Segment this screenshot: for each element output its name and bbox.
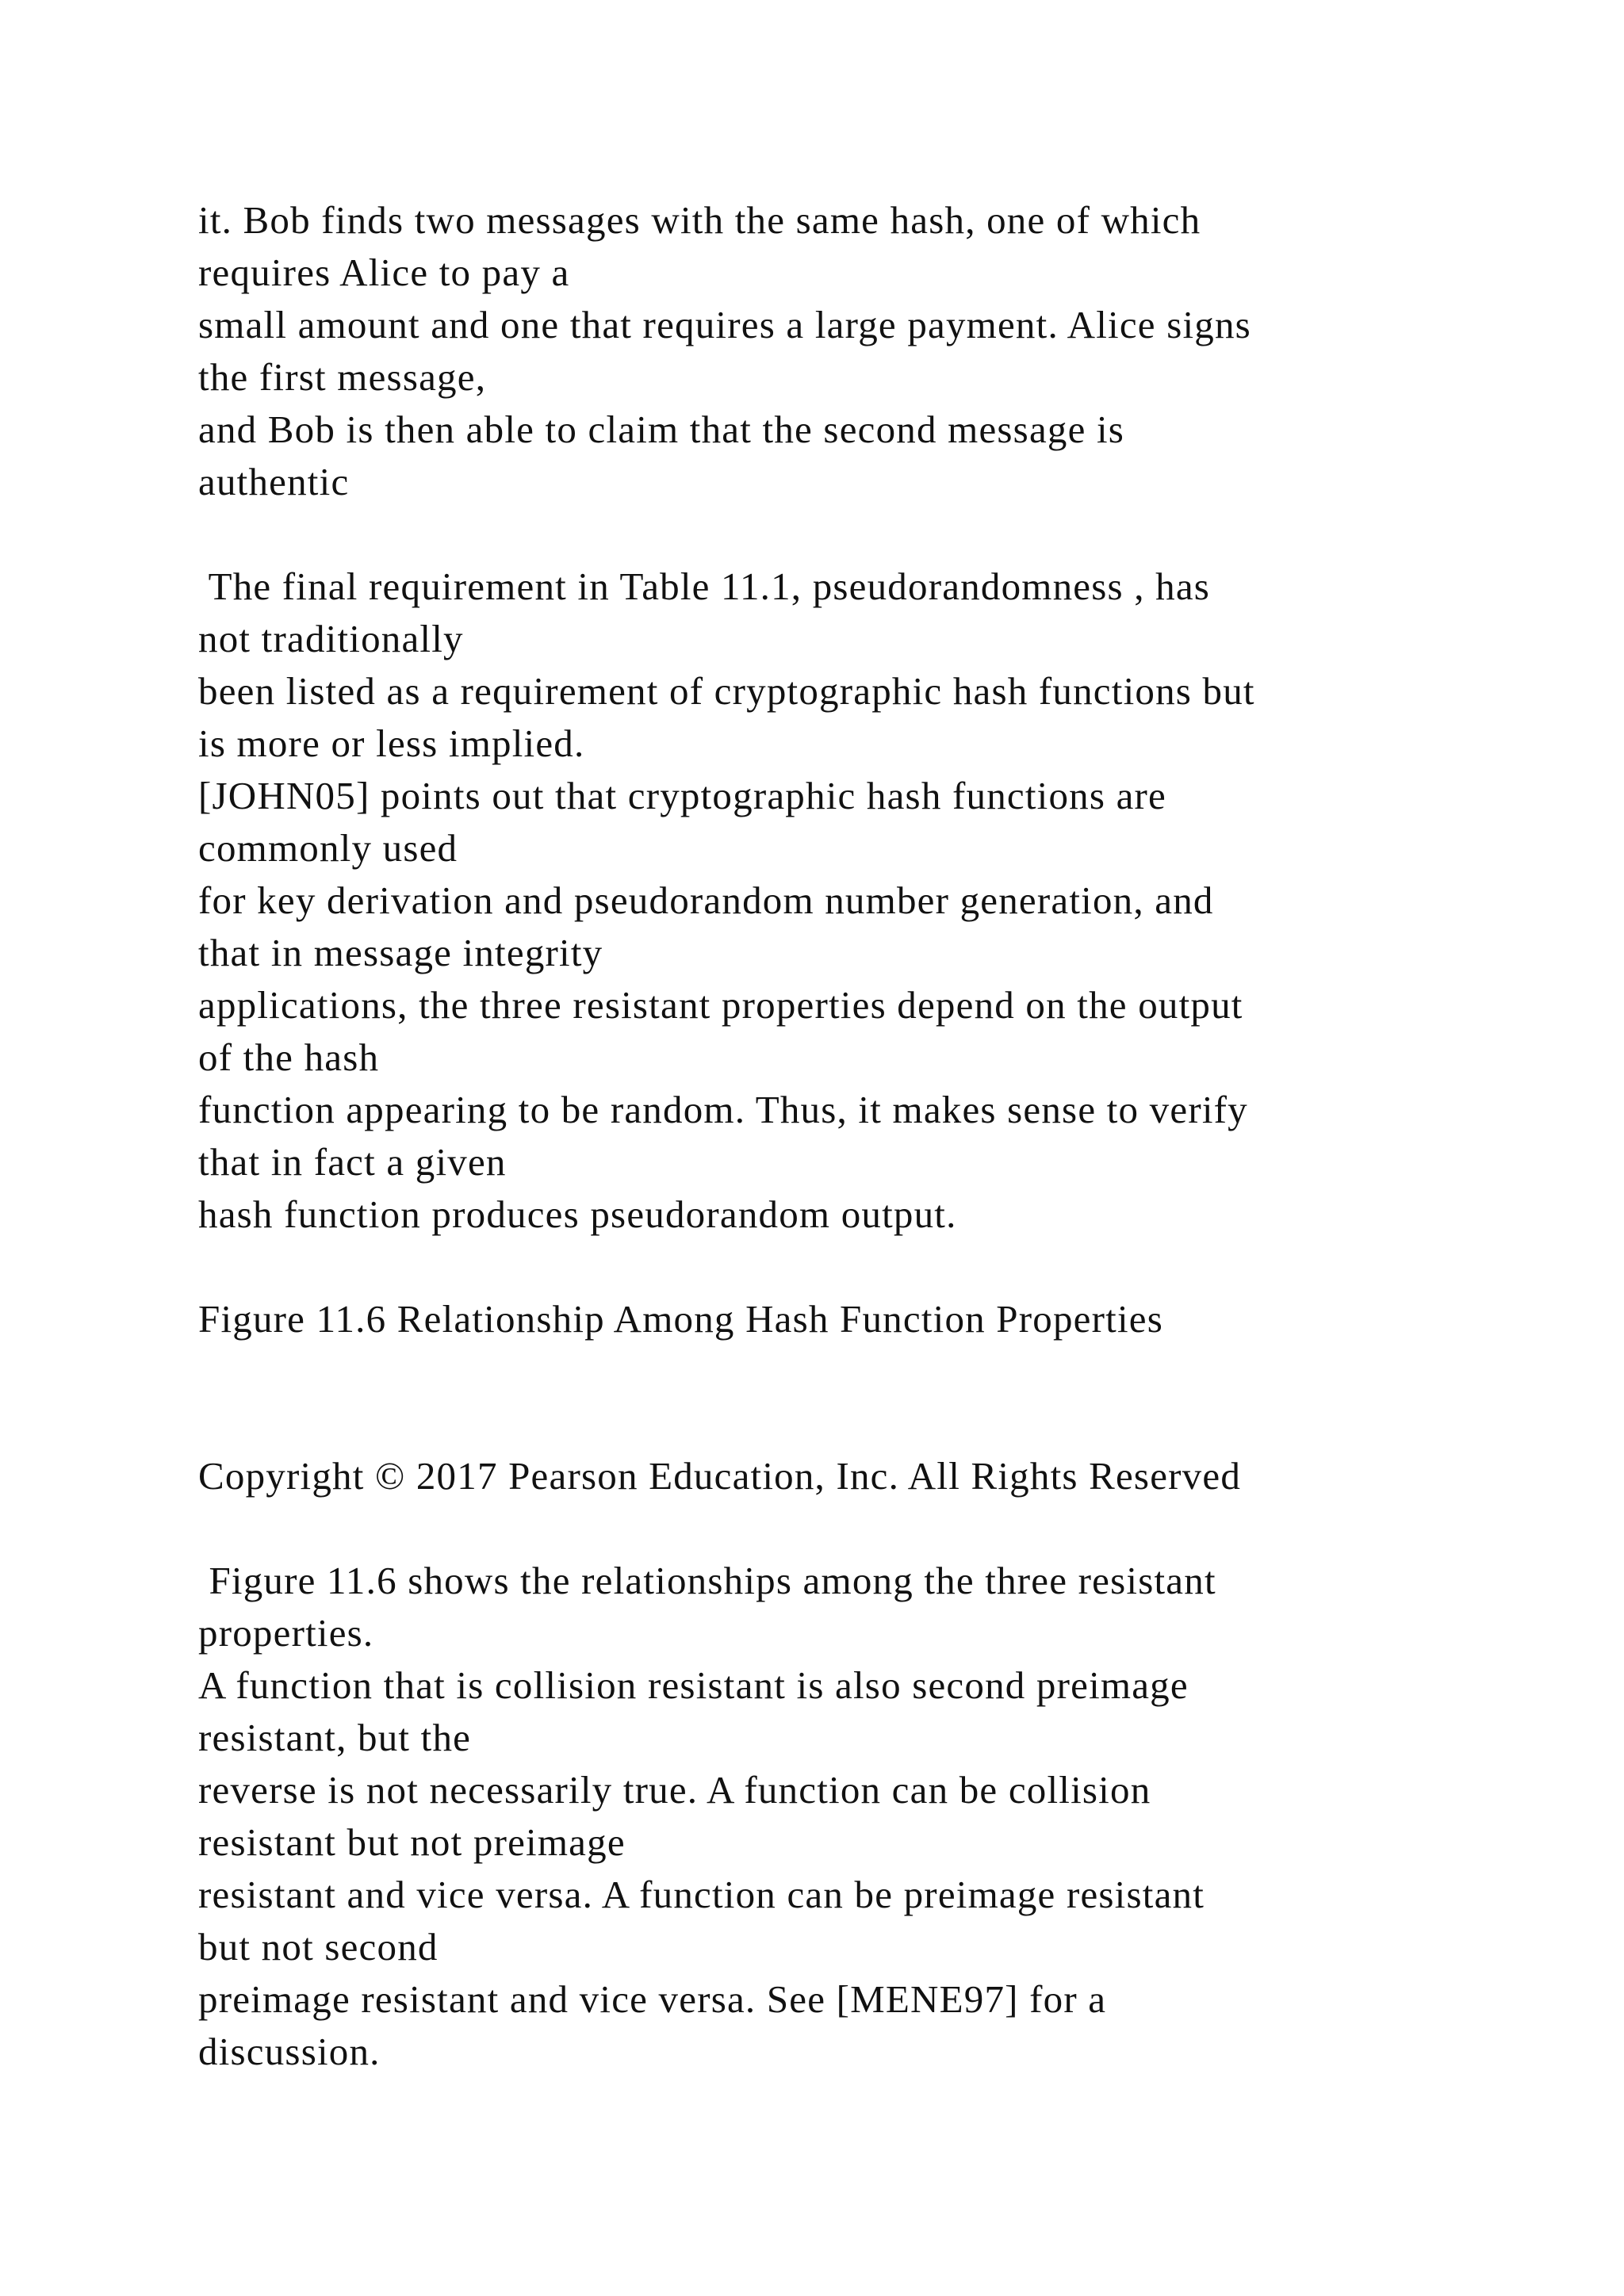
blank-line (198, 1241, 1507, 1293)
text-line: applications, the three resistant properties depend on the output (198, 983, 1243, 1027)
copyright-notice: Copyright © 2017 Pearson Education, Inc. All Rights Reserved (198, 1454, 1242, 1498)
text-line: of the hash (198, 1035, 380, 1079)
text-line: Figure 11.6 shows the relationships among the three resistant (198, 1559, 1216, 1602)
text-line: but not second (198, 1925, 439, 1969)
paragraph-alice-bob (198, 194, 1507, 508)
text-line: authentic (198, 460, 350, 503)
text-line: reverse is not necessarily true. A function can be collision (198, 1768, 1151, 1812)
paragraph-relationships (198, 1555, 1507, 2078)
paragraph-pseudorandomness (198, 561, 1507, 1241)
text-line: been listed as a requirement of cryptographic hash functions but (198, 669, 1255, 713)
text-line: [JOHN05] points out that cryptographic hash functions are (198, 774, 1167, 817)
text-line: resistant but not preimage (198, 1820, 626, 1864)
text-line: the first message, (198, 355, 487, 399)
text-line: not traditionally (198, 617, 464, 660)
text-line: resistant, but the (198, 1716, 472, 1759)
text-line: properties. (198, 1611, 374, 1655)
text-line: hash function produces pseudorandom output. (198, 1192, 957, 1236)
text-line: commonly used (198, 826, 458, 870)
text-line: function appearing to be random. Thus, it makes sense to verify (198, 1088, 1248, 1131)
blank-line (198, 508, 1507, 561)
text-line: it. Bob finds two messages with the same hash, one of which (198, 198, 1201, 242)
document-page (198, 194, 1507, 2078)
text-line: discussion. (198, 2030, 381, 2073)
text-line: small amount and one that requires a large payment. Alice signs (198, 303, 1251, 346)
blank-line (198, 1345, 1507, 1450)
text-line: resistant and vice versa. A function can be preimage resistant (198, 1873, 1205, 1916)
text-line: requires Alice to pay a (198, 251, 570, 294)
text-line: for key derivation and pseudorandom number generation, and (198, 878, 1214, 922)
text-line: is more or less implied. (198, 721, 585, 765)
text-line: that in message integrity (198, 931, 603, 974)
text-line: and Bob is then able to claim that the second message is (198, 408, 1125, 451)
text-line: A function that is collision resistant is also second preimage (198, 1663, 1189, 1707)
text-line: The final requirement in Table 11.1, pseudorandomness , has (198, 564, 1211, 608)
text-line: that in fact a given (198, 1140, 507, 1184)
blank-line (198, 1502, 1507, 1555)
text-line: preimage resistant and vice versa. See [MENE97] for a (198, 1977, 1107, 2021)
figure-caption: Figure 11.6 Relationship Among Hash Function Properties (198, 1297, 1163, 1341)
